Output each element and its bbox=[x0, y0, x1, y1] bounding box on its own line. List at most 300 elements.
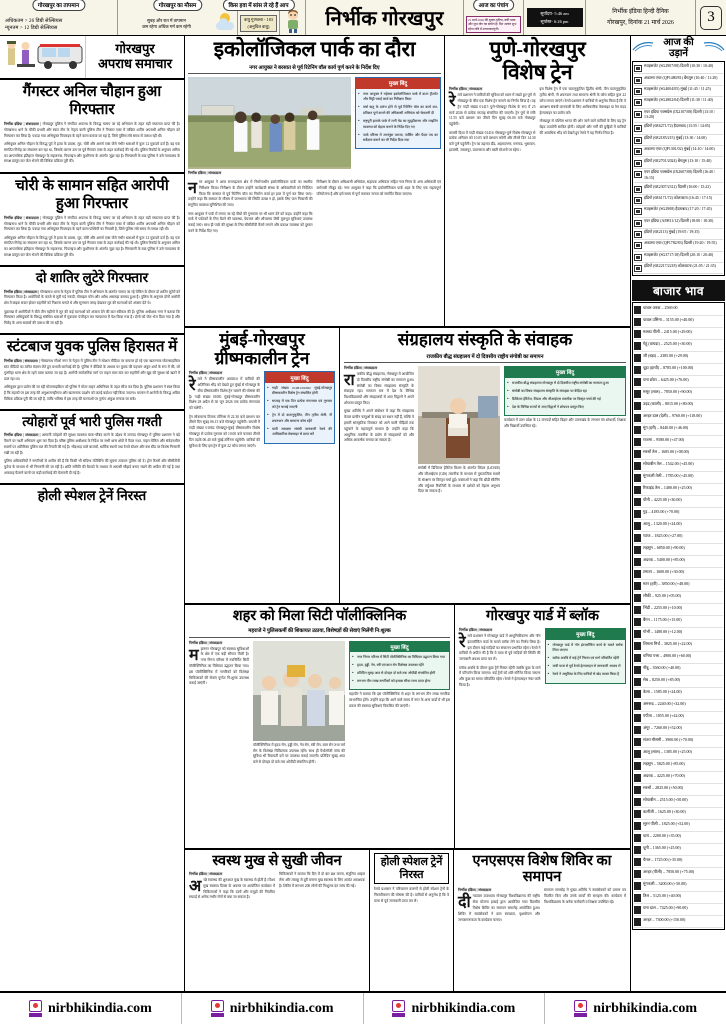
subheadline: नगर आयुक्त ने बरसात से पूर्व रिटेनिंग वॉल कार्य पूर्ण करने के निर्देश दिए bbox=[188, 61, 441, 75]
headline: गैंगस्टर अनिल चौहान हुआ गिरफ्तार bbox=[22, 84, 162, 118]
market-rate-text: सरसों तेल – 1685.00 (+08.00) bbox=[643, 449, 689, 455]
flights-title-line-1: आज की bbox=[663, 37, 694, 48]
commodity-icon bbox=[634, 750, 641, 758]
temperature-pill-label: गोरखपुर का तापमान bbox=[32, 0, 85, 11]
footer-brand-3[interactable] bbox=[364, 993, 546, 1024]
article-body-3: निरीक्षण के दौरान अधिशासी अभियंता, सहायक अभियंता सहित नगर निगम के अन्य अधिकारी एवं कर्मचारी मौजूद रहे। नगर आयुक्त ने कहा कि इकोलॉजिकल पार्क शहर के लिए एक महत्वपूर्ण परियोजना है और इसे समय से पूर्ण कराकर जनता को समर्पित किया जाएगा। bbox=[316, 179, 441, 196]
flight-row bbox=[634, 157, 723, 168]
airplane-icon bbox=[634, 99, 642, 106]
weather-line-1: सुबह और रात में तापमान bbox=[147, 17, 186, 23]
headline-line-1: होली स्पेशल ट्रेनें bbox=[380, 856, 443, 868]
market-row bbox=[634, 628, 723, 640]
keypoints-box-eco bbox=[355, 77, 441, 149]
list-item: ● सप्ताह में एक दिन प्रत्येक मंगलवार एवं गुरुवार को ट्रेन चलाई जाएगी bbox=[267, 399, 332, 410]
weather-pill-label: गोरखपुर का मौसम bbox=[153, 0, 202, 11]
flight-text: इंडिगो (6E2307/2312) दिल्ली (16:00 / 15:22) bbox=[644, 184, 711, 189]
article-body: गोरखपुर पुलिस ने संगठित अपराध के विरुद्ध चलाए जा रहे अभियान के तहत बड़ी सफलता प्राप्त की है। गोरखनाथ थाने के चौकी प्रभारी और स्वाट टीम के नेतृत्व वाली पुलिस टीम ने गैंगस्टर एक्ट में वांछित शातिर अपराधी अनिल चौहान को गिरफ्तार कर लिया है। पकड़ा गया अभियुक्त पिपराइच के रहने वाला बताया जा रहा है, जिसे पुलिस लंबे समय से तलाश रही थी। bbox=[4, 122, 181, 138]
article-body-2: चिकित्सकों ने बताया कि दिन में दो बार ब्रश करना, संतुलित आहार लेना और तंबाकू से दूरी बनाना मुख स्वास्थ्य के लिए अत्यंत आवश्यक है। शिविर में लगभग 200 लोगों की निःशुल्क दंत जांच की गई। bbox=[279, 872, 365, 888]
commodity-icon bbox=[634, 354, 641, 362]
commodity-icon bbox=[634, 534, 641, 542]
flight-row bbox=[634, 183, 723, 194]
flight-text: स्पाइसजेट (SG2908) हैदराबाद (17:20 / 17:45) bbox=[644, 207, 712, 212]
market-rate-text: लौकी – 925.00 (+05.00) bbox=[643, 593, 681, 599]
article-pune-train bbox=[445, 36, 630, 326]
flight-text: इंडिगो (6E2185/215) मुंबई (13:30 / 14:00) bbox=[644, 135, 707, 140]
article-body: च्छे स्वास्थ्य की शुरुआत मुख के स्वास्थ्य से होती है। विश्व मुख स्वास्थ्य दिवस के अवसर पर आयोजित कार्यक्रम में चिकित्सकों ने कहा कि दांतों और मसूड़ों की नियमित सफाई से अनेक गंभीर रोगों से बचा जा सकता है। bbox=[189, 878, 275, 900]
crime-section-header bbox=[0, 36, 184, 80]
panchang-pill-label: आज का पंचांग bbox=[473, 0, 515, 11]
headline: त्योहारों पूर्व भारी पुलिस गश्ती bbox=[22, 414, 162, 430]
commodity-icon bbox=[634, 330, 641, 338]
keypoints-title: मुख्य बिंदु bbox=[265, 372, 334, 382]
list-item: ● ब्लॉक अवधि में कई ट्रेनें निरस्त एवं मार्ग परिवर्तित रहेंगी bbox=[548, 656, 624, 662]
flight-row bbox=[634, 195, 723, 206]
market-rate-text: कलौंजी – 1625.00 (+30.00) bbox=[643, 809, 686, 815]
market-row bbox=[634, 316, 723, 328]
keypoints-box-yard bbox=[545, 628, 627, 683]
keypoints-title: मुख्य बिंदु bbox=[546, 629, 626, 639]
flight-row bbox=[634, 74, 723, 85]
subheadline: महराजे ने पुलिसकर्मी की शिकायत उठाया, विशेषज्ञों की सेवाएं मिलेंगी नि:शुल्क bbox=[189, 624, 450, 638]
market-rate-text: सूरन पीली – 1825.00 (+52.00) bbox=[643, 821, 690, 827]
article-body: लवे प्रशासन ने यात्रियों की सुविधा को ध्यान में रखते हुए पुणे से गोरखपुर के बीच एक विशेष ट्रेन चलाने का निर्णय लिया है। यह ट्रेन गाड़ी संख्या 01415 पुणे-गोरखपुर विशेष के रूप में 25 मार्च 2026 से प्रत्येक सप्ताह संचालित की जाएगी। ट्रेन पुणे से रात्रि 11.55 बजे प्रस्थान कर तीसरे दिन सुबह 06.00 बजे गोरखपुर पहुंचेगी। bbox=[449, 93, 536, 127]
article-body-2: अभियुक्त अनिल चौहान के विरुद्ध पूर्व में हत्या के प्रयास, लूट, चोरी और आर्म्स एक्ट जैसे गंभीर धाराओं में कुल 12 मुकदमे दर्ज हैं। वह एक संगठित गिरोह का संचालन कर रहा था, जिसके कारण उस पर पूर्व गैंगस्टर एक्ट के तहत कार्रवाई की गई थी। पुलिस रिकॉर्ड के अनुसार अनिल का आपराधिक इतिहास गोरखपुर के सहजनवा, पिपराइच और कुशीनगर के अंतर्गत जुड़ा रहा है। गिरफ्तारी के बाद पुलिस ने उसे न्यायालय के समक्ष प्रस्तुत कर जेल भेजने की विधिक प्रक्रिया पूरी की। bbox=[4, 141, 180, 164]
publication-place-date: गोरखपुर, दिनांक 21 मार्च 2026 bbox=[607, 19, 674, 26]
market-rate-text: चावल उसिना – 3155.00 (+40.00) bbox=[643, 317, 694, 323]
market-rate-text: अदरक – 4225.00 (+70.00) bbox=[643, 773, 685, 779]
article-dental-health bbox=[185, 850, 370, 991]
market-rate-text: मक्का पीली – 2415.00 (+29.00) bbox=[643, 329, 692, 335]
article-body-2: अभियुक्त अनिल चौहान के विरुद्ध पूर्व में हत्या के प्रयास, लूट, चोरी और आर्म्स एक्ट जैसे गंभीर धाराओं में कुल 12 मुकदमे दर्ज हैं। वह एक संगठित गिरोह का संचालन कर रहा था, जिसके कारण उस पर पूर्व गैंगस्टर एक्ट के तहत कार्रवाई की गई थी। पुलिस रिकॉर्ड के अनुसार अनिल का आपराधिक इतिहास गोरखपुर के सहजनवा, पिपराइच और कुशीनगर के अंतर्गत जुड़ा रहा है। गिरफ्तारी के बाद पुलिस ने उसे न्यायालय के समक्ष प्रस्तुत कर जेल भेजने की विधिक प्रक्रिया पूरी की। bbox=[4, 235, 180, 258]
market-row bbox=[634, 904, 723, 916]
commodity-icon bbox=[634, 810, 641, 818]
commodity-icon bbox=[634, 870, 641, 878]
flight-row bbox=[634, 63, 723, 74]
market-row bbox=[634, 880, 723, 892]
airplane-icon bbox=[634, 186, 642, 193]
market-row bbox=[634, 460, 723, 472]
headline-line-2: ग्रीष्मकालीन ट्रेन bbox=[214, 348, 310, 368]
commodity-icon bbox=[634, 762, 641, 770]
market-rate-text: गेहूं (वायदा) – 2525.00 (+30.00) bbox=[643, 341, 692, 347]
article-theft-arrest bbox=[0, 174, 184, 268]
market-rate-text: रिफाइंड तेल – 1480.00 (+25.00) bbox=[643, 485, 692, 491]
market-row bbox=[634, 412, 723, 424]
bottom-news-row bbox=[185, 605, 630, 850]
flights-header bbox=[631, 36, 726, 59]
market-row bbox=[634, 340, 723, 352]
market-rate-text: राजमा – 9580.00 (+47.00) bbox=[643, 437, 684, 443]
market-row bbox=[634, 364, 723, 376]
commodity-icon bbox=[634, 822, 641, 830]
airplane-icon bbox=[634, 125, 642, 132]
byline: निर्भीक इंडिया | संवाददाता bbox=[189, 371, 223, 376]
article-body: रेलवे प्रशासन ने परिचालन कारणों से होली स्पेशल ट्रेनों के निरस्तीकरण की घोषणा की है। यात्रियों से अनुरोध है कि वे यात्रा से पूर्व जानकारी प्राप्त कर लें। bbox=[374, 887, 449, 903]
publication-info bbox=[586, 0, 696, 35]
flight-text: स्पाइसजेट (SG2802/04) दिल्ली (11:30 / 11:40) bbox=[644, 98, 713, 103]
byline: निर्भीक इंडिया | संवाददाता | bbox=[4, 215, 42, 220]
commodity-icon bbox=[634, 906, 641, 914]
market-row bbox=[634, 892, 723, 904]
article-body-4: गोरखपुर से पश्चिम भारत की ओर जाने वाले यात्रियों के लिए यह ट्रेन बेहद उपयोगी साबित होगी। त्योहारों और गर्मी की छुट्टियों में यात्रियों की अत्यधिक भीड़ को देखते हुए रेलवे ने यह निर्णय लिया है। bbox=[539, 118, 626, 135]
airplane-icon bbox=[634, 254, 642, 261]
market-rate-text: पपीता – 1855.00 (+42.00) bbox=[643, 713, 684, 719]
footer-brand-4[interactable] bbox=[545, 993, 726, 1024]
list-item: ● गोरखपुर यार्ड में नॉन इंटरलॉकिंग कार्य के चलते ब्लॉक लिया जाएगा bbox=[548, 643, 624, 654]
flight-text: स्पाइसजेट (SG2907/08) दिल्ली (10:30 / 10:40) bbox=[644, 64, 714, 69]
commodity-icon bbox=[634, 486, 641, 494]
list-item: ● लगभग तीन लाख नागरिकों को इसका सीधा लाभ प्राप्त होगा bbox=[352, 679, 447, 685]
article-body-3: इस विशेष ट्रेन में एक वातानुकूलित द्वितीय श्रेणी, तीन वातानुकूलित तृतीय श्रेणी, नौ शयनयान तथा सामान्य श्रेणी के कोच सहित कुल 22 कोच लगाए जाएंगे। रेलवे प्रशासन ने यात्रियों से अनुरोध किया है कि वे आरक्षण संबंधी जानकारी के लिए आधिकारिक वेबसाइट या रेल मदद हेल्पलाइन का प्रयोग करें। bbox=[539, 87, 626, 115]
list-item: ● प्रतिदिन सुबह आठ से दोपहर दो बजे तक ओपीडी संचालित होगी bbox=[352, 671, 447, 677]
market-row bbox=[634, 508, 723, 520]
temperature-max: अधिकतम > 26 डिग्री सेल्सियस bbox=[5, 18, 63, 24]
top-news-row bbox=[185, 36, 630, 328]
police-illustration bbox=[0, 36, 86, 78]
keypoints-box-museum bbox=[504, 366, 626, 416]
market-rate-text: मूंग (हरी) – 8440.00 (+46.00) bbox=[643, 425, 689, 431]
market-row bbox=[634, 544, 723, 556]
market-row bbox=[634, 304, 723, 316]
market-rate-text: सोयाबीन तेल – 1542.00 (+45.00) bbox=[643, 461, 694, 467]
flight-row bbox=[634, 240, 723, 251]
market-rate-text: अदरक – 5400.00 (+85.00) bbox=[643, 557, 685, 563]
flight-row bbox=[634, 169, 723, 184]
commodity-icon bbox=[634, 522, 641, 530]
last-news-row bbox=[185, 850, 630, 991]
list-item: ● यात्री आरक्षण संबंधी जानकारी रेलवे की आधिकारिक वेबसाइट से प्राप्त करें bbox=[267, 427, 332, 438]
dropcap: रे bbox=[449, 93, 456, 111]
commodity-icon bbox=[634, 894, 641, 902]
market-row bbox=[634, 592, 723, 604]
market-rate-text: चावल अरवा – 2569.00 bbox=[643, 305, 678, 311]
subheadline: राजकीय बौद्ध संग्रहालय में दो दिवसीय राष्ट्रीय संगोष्ठी का समापन bbox=[344, 350, 626, 364]
market-row bbox=[634, 664, 723, 676]
headline-line-1: पुणे-गोरखपुर bbox=[489, 37, 586, 61]
middle-news-row bbox=[185, 328, 630, 605]
article-body: गोरखनाथ थाना के नेतृत्व में पुलिस टीम ने अभियान के अंतर्गत चलाए जा रहे चेकिंग के दौरान दो शातिर लुटेरों को गिरफ्तार किया है। आरोपियों के कब्जे से लूटी गई नकदी, मोबाइल फोन और अवैध असलहा बरामद हुआ है। पुलिस के अनुसार दोनों आरोपी क्षेत्र में बाइक सवार होकर राहगीरों को निशाना बनाते थे और सुनसान जगह देखकर लूट की घटनाओं को अंजाम देते थे। bbox=[4, 289, 181, 306]
headline: स्टंटबाज युवक पुलिस हिरासत में bbox=[6, 339, 178, 356]
flight-text: एयर इंडिया (AI9811/12) दिल्ली (18:00 / 18:30) bbox=[644, 218, 714, 223]
flight-row bbox=[634, 97, 723, 108]
byline: निर्भीक इंडिया | संवाददाता bbox=[189, 640, 223, 645]
market-row bbox=[634, 676, 723, 688]
byline: निर्भीक इंडिया | संवाददाता | bbox=[4, 433, 41, 438]
commodity-icon bbox=[634, 606, 641, 614]
headline: गोरखपुर यार्ड में ब्लॉक bbox=[485, 608, 600, 624]
publication-name: निर्भीक इंडिया हिन्दी दैनिक bbox=[612, 9, 669, 16]
sidebar bbox=[630, 36, 726, 991]
article-mumbai-train bbox=[185, 328, 340, 603]
market-row bbox=[634, 820, 723, 832]
panchang-text: 21 मार्च 2026 की शुक्ल तृतीया, वर्षी नक्षत्र और शुभ योग का संयोग है। दिन अत्यंत शुभ रहेगा रात्रि में उत्तराफाल्गुनी। bbox=[466, 16, 521, 33]
page-title: निर्भीक गोरखपुर bbox=[325, 8, 444, 30]
commodity-icon bbox=[634, 474, 641, 482]
commodity-icon bbox=[634, 702, 641, 710]
market-row bbox=[634, 916, 723, 928]
footer-website: nirbhikindia.com bbox=[47, 1000, 152, 1016]
list-item: ● वर्षा ऋतु के प्रारंभ होने से पूर्व रिटेनिंग वॉल का कार्य शत-प्रतिशत पूर्ण कराने की अधिशासी अभियंता को चेतावनी दी bbox=[358, 105, 438, 116]
market-row bbox=[634, 748, 723, 760]
airplane-icon bbox=[634, 171, 642, 178]
weather-widget bbox=[118, 0, 238, 35]
keypoints-box-mumbai bbox=[264, 371, 335, 443]
market-row bbox=[634, 448, 723, 460]
market-row bbox=[634, 808, 723, 820]
headline-line-1: मुंबई-गोरखपुर bbox=[219, 330, 305, 349]
market-row bbox=[634, 532, 723, 544]
article-body-3: संगोष्ठी में डिजिटल हेरिटेज मिशन के अंतर्गत लिडार (LiDAR) और जीआईएस (GIS) तकनीक के माध्यम से पुरातात्विक स्थलों के संरक्षण पर विस्तृत चर्चा हुई। वक्ताओं ने कहा कि थ्रीडी स्कैनिंग और वर्चुअल रियलिटी के माध्यम से दर्शकों को बेहतर अनुभव दिया जा सकता है। bbox=[418, 466, 500, 494]
commodity-icon bbox=[634, 426, 641, 434]
keypoints-title: मुख्य बिंदु bbox=[505, 367, 625, 377]
market-row bbox=[634, 760, 723, 772]
article-body-2: पुलिस अधिकारियों ने नागरिकों से अपील की है कि किसी भी संदिग्ध गतिविधि की सूचना तत्काल पुलिस को दें। ड्रोन कैमरों और सीसीटीवी फुटेज के माध्यम से भी निगरानी की जा रही है। शांति समिति की बैठकों के माध्यम से आपसी सौहार्द बनाए रखने की अपील की गई है तथा अफवाह फैलाने वालों पर कड़ी कार्रवाई की चेतावनी दी गई है। bbox=[4, 459, 180, 475]
byline: निर्भीक इंडिया | संवाददाता bbox=[459, 628, 493, 633]
sun-cloud-icon bbox=[215, 13, 235, 31]
market-row bbox=[634, 688, 723, 700]
article-gangster bbox=[0, 80, 184, 174]
commodity-icon bbox=[634, 558, 641, 566]
flight-text: इंडिगो (6E2217/2218) कोलकाता (21:05 / 21:35) bbox=[644, 264, 716, 269]
commodity-icon bbox=[634, 582, 641, 590]
wing-left-icon bbox=[632, 40, 654, 52]
market-rate-text: उड़द (काली) – 8015.00 (+80.00) bbox=[643, 401, 693, 407]
market-rate-text: चैनल – 1725.00 (+35.00) bbox=[643, 857, 683, 863]
nirbhik-logo-icon bbox=[574, 1000, 587, 1017]
airplane-icon bbox=[634, 220, 642, 227]
dropcap: रे bbox=[189, 377, 196, 395]
article-body: गोरखपुर पुलिस ने संगठित अपराध के विरुद्ध चलाए जा रहे अभियान के तहत बड़ी सफलता प्राप्त की है। गोरखनाथ थाने के चौकी प्रभारी और स्वाट टीम के नेतृत्व वाली पुलिस टीम ने गैंगस्टर एक्ट में वांछित शातिर अपराधी अनिल चौहान को गिरफ्तार कर लिया है। पकड़ा गया अभियुक्त पिपराइच के रहने वाला पश्चिमी का निवासी है, जिसे पुलिस लंबे समय से तलाश रही थी। bbox=[4, 215, 181, 232]
flight-text: इंडिगो (6E2113) मुंबई (19:05 / 19:35) bbox=[644, 230, 700, 235]
commodity-icon bbox=[634, 630, 641, 638]
byline: निर्भीक इंडिया | संवाददाता | bbox=[4, 289, 40, 294]
commodity-icon bbox=[634, 786, 641, 794]
flight-list bbox=[632, 61, 725, 276]
article-ecological-park bbox=[185, 36, 445, 326]
market-rate-text: अरहर दाल (देशी) – 9760.00 (+118.00) bbox=[643, 413, 702, 419]
flights-title-line-2: उड़ानें bbox=[669, 47, 688, 59]
market-rate-text: चूनी – 1365.00 (+25.00) bbox=[643, 845, 681, 851]
market-rate-text: सेब – 8250.00 (+85.00) bbox=[643, 677, 680, 683]
commodity-icon bbox=[634, 834, 641, 842]
commodity-icon bbox=[634, 438, 641, 446]
market-rate-text: अंगूर – 7260.00 (+52.00) bbox=[643, 725, 682, 731]
air-quality-pill-label: किस हवा में सांस ले रहे हैं आप bbox=[222, 0, 294, 11]
byline: निर्भीक इंडिया | संवाददाता bbox=[344, 366, 378, 371]
headline: शहर को मिला सिटी पॉलीक्लिनिक bbox=[232, 608, 407, 624]
market-rate-text: चीनी – 4225.00 (+30.00) bbox=[643, 497, 682, 503]
market-rate-text: अरहर – 7300.00 (+150.00) bbox=[643, 917, 686, 923]
flight-text: अकासा एयर (QP1782/83) दिल्ली (19:20 / 19:55) bbox=[644, 241, 717, 246]
crime-section-title-line2: अपराध समाचार bbox=[97, 56, 173, 71]
airplane-icon bbox=[634, 265, 642, 272]
market-row bbox=[634, 580, 723, 592]
headline: इकोलॉजिकल पार्क का दौरा bbox=[213, 37, 416, 61]
list-item: ● राजकीय बौद्ध संग्रहालय गोरखपुर में दो दिवसीय राष्ट्रीय संगोष्ठी का समापन हुआ bbox=[507, 381, 623, 387]
byline: निर्भीक इंडिया | संवाददाता bbox=[189, 872, 223, 877]
temperature-widget bbox=[0, 0, 118, 35]
market-row bbox=[634, 724, 723, 736]
nirbhik-logo-icon bbox=[29, 1000, 42, 1017]
list-item: ● ट्रेन में दो वातानुकूलित, तीन तृतीय श्रेणी, नौ शयनयान और सामान्य कोच रहेंगे bbox=[267, 413, 332, 424]
commodity-icon bbox=[634, 570, 641, 578]
commodity-icon bbox=[634, 594, 641, 602]
list-item: ● हृदय, हड्डी, नेत्र, स्त्री एवं बाल रोग विशेषज्ञ उपलब्ध रहेंगे bbox=[352, 663, 447, 669]
list-item: ● देश के विभिन्न राज्यों से आए विद्वानों ने शोधपत्र प्रस्तुत किए bbox=[507, 405, 623, 411]
commodity-icon bbox=[634, 798, 641, 806]
market-rates-title: बाजार भाव bbox=[632, 280, 725, 301]
headline-line-2: विशेष ट्रेन bbox=[502, 59, 573, 84]
headline: दो शातिर लुटेरे गिरफ्तार bbox=[35, 270, 149, 286]
footer-website: nirbhikindia.com bbox=[411, 1000, 516, 1016]
airplane-icon bbox=[634, 160, 642, 167]
keypoints-box-clinic bbox=[349, 641, 450, 691]
commodity-icon bbox=[634, 714, 641, 722]
byline: निर्भीक इंडिया | संवाददाता | bbox=[4, 359, 40, 364]
footer-brand-2[interactable] bbox=[182, 993, 364, 1024]
main-content bbox=[0, 36, 726, 991]
market-row bbox=[634, 568, 723, 580]
market-rate-text: लहसुन – 6850.00 (+90.00) bbox=[643, 545, 685, 551]
market-rate-text: चूड़ा (हाथी) – 8785.00 (+100.00) bbox=[643, 365, 694, 371]
flight-row bbox=[634, 146, 723, 157]
weather-line-2: कम रहेगा अधिक गर्म कम रहेगी bbox=[142, 24, 191, 30]
airplane-icon bbox=[634, 137, 642, 144]
list-item: ● संगोष्ठी का विषय संग्रहालय संस्कृति के संवाहक पर केंद्रित रहा bbox=[507, 389, 623, 395]
market-row bbox=[634, 400, 723, 412]
flight-text: इंडिगो (6E2701/2024) बेंगलुरु (13:10 / 15:40) bbox=[644, 158, 712, 163]
article-body-2: ब्लॉक अवधि के दौरान कुछ ट्रेनें निरस्त रहेंगी जबकि कुछ के मार्ग में परिवर्तन किया जाएगा। कई ट्रेनों को शॉर्ट-टर्मिनेट किया जाएगा और कुछ का समय परिवर्तित रहेगा। रेलवे ने हेल्पलाइन नंबर जारी किया है। bbox=[459, 665, 541, 688]
market-rate-text: केला – 1585.00 (+24.00) bbox=[643, 689, 682, 695]
market-rate-text: शिमला मिर्च – 3825.00 (+22.00) bbox=[643, 641, 692, 647]
market-rate-text: भिंडी – 2255.00 (+10.00) bbox=[643, 605, 682, 611]
flight-row bbox=[634, 123, 723, 134]
market-rate-text: जौ (बड़ा) – 2385.00 (+29.00) bbox=[643, 353, 689, 359]
market-rate-text: सोयाबीन – 2515.00 (+50.00) bbox=[643, 797, 688, 803]
market-row bbox=[634, 520, 723, 532]
commodity-icon bbox=[634, 666, 641, 674]
flight-text: एयर इंडिया एक्सप्रेस (IX2607/08) दिल्ली (16:40 / 16:15) bbox=[644, 169, 715, 180]
airplane-icon bbox=[634, 208, 642, 215]
commodity-icon bbox=[634, 306, 641, 314]
keypoints-title: मुख्य बिंदु bbox=[350, 642, 449, 652]
list-item: ● यात्री यात्रा से पूर्व रेलवे हेल्पलाइन से जानकारी अवश्य लें bbox=[548, 664, 624, 670]
byline: निर्भीक इंडिया | संवाददाता | bbox=[4, 122, 42, 126]
flight-text: अकासा एयर (QP1480/81) बेंगलुरु (10:40 / 11:20) bbox=[644, 75, 718, 80]
commodity-icon bbox=[634, 546, 641, 554]
market-row bbox=[634, 328, 723, 340]
market-row bbox=[634, 388, 723, 400]
list-item: ● नगर आयुक्त ने महेसरा इकोलॉजिकल पार्क में वाटर ट्रीटमेंट और मिट्टी भराई कार्य का निरीक्षण किया bbox=[358, 92, 438, 103]
sunrise-time: सूर्योदय- 5:46 am bbox=[540, 11, 569, 17]
commodity-icon bbox=[634, 738, 641, 746]
article-nss-camp bbox=[454, 850, 630, 991]
commodity-icon bbox=[634, 342, 641, 350]
commodity-icon bbox=[634, 858, 641, 866]
aqi-category: (अनुचित वायु) bbox=[247, 23, 270, 29]
airplane-icon bbox=[634, 111, 642, 118]
article-body: गोरखनाथ सीओ नगर के नेतृत्व में पुलिस टीम ने सोशल मीडिया पर वायरल हो रहे एक खतरनाक मोटरसाइकिल स्टंट वीडियो का त्वरित संज्ञान लेते हुए प्रभावी कार्रवाई की है। पुलिस ने वीडियो के आधार पर युवक की पहचान अंकुर शर्मा के रूप में की, जो गुलरिहा थाना क्षेत्र के रहने वाला बताया जा रहा है। आरोपी सार्वजनिक मार्ग पर वाहन चला स्टंट कर राहगीरों और खुद की सुरक्षा को खतरे में डाल रहा था। bbox=[4, 359, 180, 381]
market-rate-text: चना दाल – 7425.00 (+90.00) bbox=[643, 905, 688, 911]
aqi-value: वायु गुणवत्ता - 183 bbox=[243, 17, 274, 23]
article-body-2: मुख्य अतिथि ने अपने संबोधन में कहा कि संग्रहालय केवल प्राचीन वस्तुओं के संग्रह का स्थान नहीं हैं, बल्कि वे हमारी सांस्कृतिक विरासत को आने वाली पीढ़ियों तक पहुंचाने के महत्वपूर्ण माध्यम हैं। उन्होंने कहा कि आधुनिक तकनीक के प्रयोग से संग्रहालयों को और अधिक आकर्षक बनाया जा सकता है। bbox=[344, 409, 414, 443]
airplane-icon bbox=[634, 148, 642, 155]
commodity-icon bbox=[634, 366, 641, 374]
page-number: 3 bbox=[700, 6, 722, 30]
article-body-2: अभियुक्त द्वारा प्रयोग की जा रही मोटरसाइकिल को पुलिस ने मोटर वाहन अधिनियम के तहत सीज कर दिया है। पुलिस प्रशासन ने स्पष्ट किया है कि सड़कों पर इस तरह की अनुशासनहीनता और खतरनाक प्रदर्शन को कतई बर्दाश्त नहीं किया जाएगा। चालान में आरोपी के विरुद्ध अग्रिम विधिक प्रक्रिया पूरी की जा रही है, ताकि भविष्य में इस तरह की घटनाओं पर पूर्णतः अंकुश लगाया जा सके। bbox=[4, 385, 180, 401]
airplane-icon bbox=[634, 197, 642, 204]
dropcap: न bbox=[188, 179, 197, 197]
article-body-2: पूछताछ में आरोपियों ने बीते तीन महीनों में लूट की कई घटनाओं को अंजाम देने की बात स्वीकार की है। पुलिस अधीक्षक नगर ने बताया कि गिरफ्तार अभियुक्तों के विरुद्ध संबंधित धाराओं में मुकदमा पंजीकृत कर न्यायालय में पेश किया गया है। दोनों को जेल भेज दिया गया है और गिरोह के अन्य सदस्यों की तलाश की जा रही है। bbox=[4, 309, 180, 326]
article-body-4: कार्यक्रम में उत्तर प्रदेश के 12 जनपदों सहित बिहार और उत्तराखंड के लगभग 80 शोधार्थी, शिक्षक और विद्यार्थी उपस्थित रहे। bbox=[504, 417, 626, 428]
nirbhik-logo-icon bbox=[211, 1000, 224, 1017]
dropcap: रे bbox=[459, 634, 466, 652]
panchang-widget bbox=[464, 0, 524, 35]
airplane-icon bbox=[634, 242, 642, 249]
market-row bbox=[634, 652, 723, 664]
flight-text: स्पाइसजेट (SG3717/18) दिल्ली (20:10 / 20:40) bbox=[644, 252, 714, 257]
market-rate-text: अमरूद – 2240.00 (+32.00) bbox=[643, 701, 686, 707]
article-body-2: पॉलीक्लिनिक में हृदय रोग, हड्डी रोग, नेत्र रोग, स्त्री रोग, बाल रोग तथा चर्म रोग के विशेषज्ञ चिकित्सक उपलब्ध रहेंगे। साथ ही पैथोलॉजी जांच की सुविधा भी रियायती दरों पर उपलब्ध कराई जाएगी। प्रतिदिन सुबह आठ बजे से दोपहर दो बजे तक ओपीडी संचालित होगी। bbox=[253, 742, 345, 765]
market-row bbox=[634, 868, 723, 880]
crime-section-title-line1: गोरखपुर bbox=[115, 41, 155, 57]
byline: निर्भीक इंडिया | संवाददाता bbox=[458, 888, 492, 893]
article-body: लवे ने ग्रीष्मकालीन अवकाश में यात्रियों की अतिरिक्त भीड़ को देखते हुए मुंबई से गोरखपुर के बीच ग्रीष्मकालीन विशेष ट्रेन चलाने की घोषणा की है। गाड़ी संख्या 01081 मुंबई-गोरखपुर ग्रीष्मकालीन विशेष 28 अप्रैल से 30 जून 2026 तक प्रत्येक मंगलवार को चलेगी। bbox=[189, 377, 260, 411]
market-row bbox=[634, 844, 723, 856]
commodity-icon bbox=[634, 390, 641, 398]
list-item: ● डिजिटल हेरिटेज, लिडार और जीआईएस तकनीक पर विस्तृत चर्चा की गई bbox=[507, 397, 623, 403]
market-row bbox=[634, 616, 723, 628]
article-body: जकीय बौद्ध संग्रहालय, गोरखपुर में आयोजित दो दिवसीय राष्ट्रीय संगोष्ठी का समापन हुआ। संगोष्ठी का विषय संग्रहालय संस्कृति के संवाहक रहा। समापन सत्र में देश के विभिन्न विश्वविद्यालयों और संग्रहालयों से आए विद्वानों ने अपने शोधपत्र प्रस्तुत किए। bbox=[344, 372, 414, 406]
commodity-icon bbox=[634, 642, 641, 650]
commodity-icon bbox=[634, 774, 641, 782]
main-news-column bbox=[185, 36, 630, 991]
commodity-icon bbox=[634, 498, 641, 506]
air-quality-widget bbox=[228, 0, 289, 35]
market-rate-text: प्याज – 1825.00 (+27.00) bbox=[643, 533, 683, 539]
market-row bbox=[634, 436, 723, 448]
market-rates-list bbox=[632, 302, 725, 930]
market-row bbox=[634, 784, 723, 796]
article-stuntman-detained bbox=[0, 335, 184, 411]
dropcap: अ bbox=[189, 878, 202, 896]
flight-row bbox=[634, 252, 723, 263]
footer-brand-1[interactable] bbox=[0, 993, 182, 1024]
market-rate-text: मटर (हरी) – 3850.00 (+48.00) bbox=[643, 581, 690, 587]
article-body-2: समापन समारोह में मुख्य अतिथि ने स्वयंसेवकों को प्रमाण पत्र वितरित किए और उनके कार्यों की सराहना की। कार्यक्रम में विश्वविद्यालय के अनेक कर्मचारी व शिक्षक उपस्थित रहे। bbox=[544, 888, 626, 905]
commodity-icon bbox=[634, 690, 641, 698]
market-row bbox=[634, 556, 723, 568]
commodity-icon bbox=[634, 414, 641, 422]
headline: होली स्पेशल ट्रेनें निरस्त bbox=[37, 488, 147, 503]
flight-text: स्पाइसजेट (SG4004/05) मुंबई (11:45 / 11:25) bbox=[644, 86, 711, 91]
headline: एनएसएस विशेष शिविर का समापन bbox=[472, 853, 612, 886]
flight-row bbox=[634, 135, 723, 146]
market-rate-text: नींबू – 3560.00 (+40.00) bbox=[643, 665, 681, 671]
commodity-icon bbox=[634, 654, 641, 662]
page-number-block bbox=[696, 0, 726, 35]
footer-website: nirbhikindia.com bbox=[593, 1000, 698, 1016]
byline: निर्भीक इंडिया | संवाददाता bbox=[449, 87, 483, 92]
article-body: आगामी त्योहारों की सुरक्षा व्यवस्था चाक-चौबंद करने के उद्देश्य से जनपद गोरखपुर में पुलिस प्रशासन ने बड़े पैमाने पर गश्ती अभियान शुरू कर दिया है। वरिष्ठ पुलिस अधीक्षक के निर्देश पर सभी थाना क्षेत्रों में पैदल गश्त, वाहन चेकिंग और संवेदनशील स्थानों पर अतिरिक्त पुलिस बल की तैनाती की गई है। भीड़भाड़ वाले बाजारों, धार्मिक स्थलों तथा रेलवे स्टेशन और बस स्टैंड पर विशेष निगरानी रखी जा रही है। bbox=[4, 433, 180, 455]
market-row bbox=[634, 772, 723, 784]
market-rate-text: आलू (लाल) – 1385.00 (+25.00) bbox=[643, 749, 692, 755]
wing-right-icon bbox=[703, 40, 725, 52]
commodity-icon bbox=[634, 846, 641, 854]
article-body-2: ट्रेन लोकमान्य तिलक टर्मिनस से 22.30 बजे प्रस्थान कर तीसरे दिन सुबह 06.15 बजे गोरखपुर पहुंचेगी। वापसी में गाड़ी संख्या 01082 गोरखपुर-मुंबई ग्रीष्मकालीन विशेष गोरखपुर से प्रत्येक गुरुवार को 10.00 बजे चलकर तीसरे दिन तड़के 00.40 बजे मुंबई टर्मिनस पहुंचेगी। यात्रियों की सुविधा के लिए इस ट्रेन में कुल 22 कोच लगाए जाएंगे। bbox=[189, 414, 260, 448]
article-body: गर आयुक्त ने आज रामगढ़ताल क्षेत्र में निर्माणाधीन इकोलॉजिकल पार्क का स्थलीय निरीक्षण किया। निरीक्षण के दौरान उन्होंने कार्यदायी संस्था के अधिकारियों को निर्देशित किया कि बरसात से पूर्व रिटेनिंग वॉल का निर्माण कार्य हर हाल में पूर्ण कर लिया जाए। उन्होंने कहा कि बरसात के मौसम में जलभराव की स्थिति उत्पन्न न हो, इसके लिए जल निकासी की समुचित व्यवस्था सुनिश्चित की जाए। bbox=[188, 179, 313, 208]
list-item: ● गाड़ी संख्या 01081/01082 मुंबई-गोरखपुर ग्रीष्मकालीन विशेष ट्रेन संचालित होगी bbox=[267, 386, 332, 397]
